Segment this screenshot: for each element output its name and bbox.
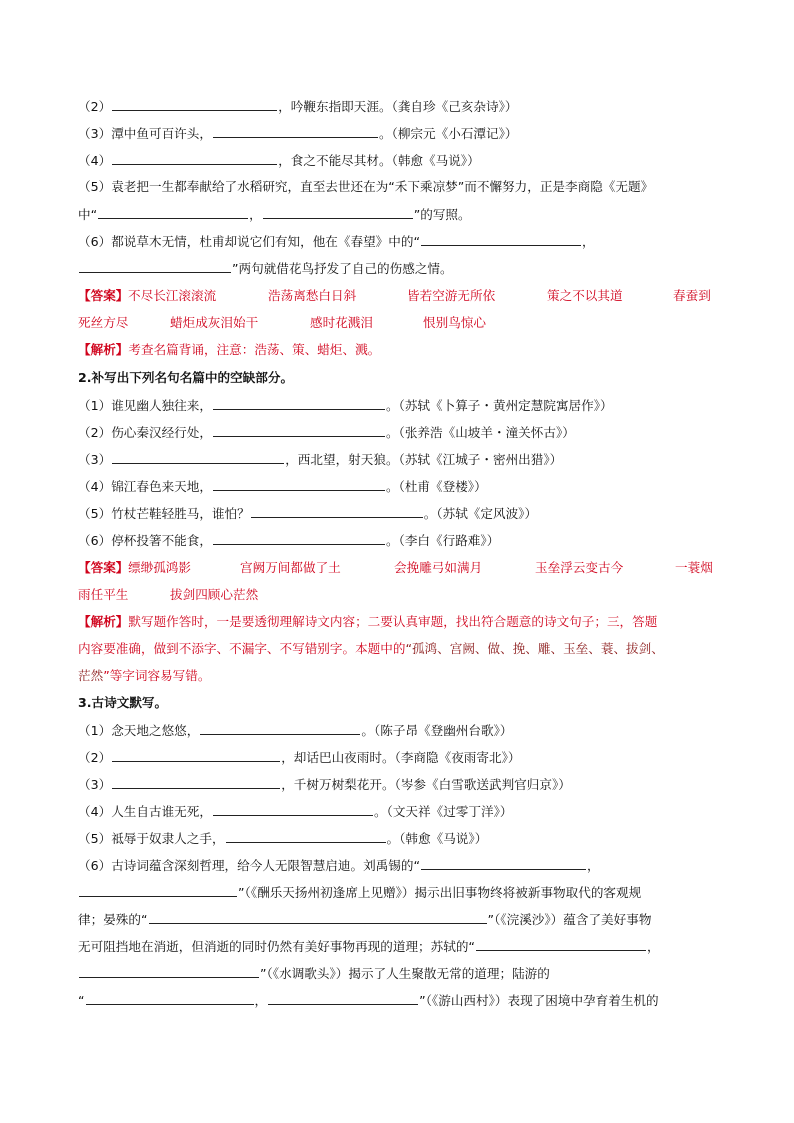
section-heading: 3.古诗文默写。 [78, 695, 168, 710]
answer-blank[interactable] [226, 830, 386, 843]
answer-blank[interactable] [200, 722, 360, 735]
answer-blank[interactable] [112, 98, 277, 111]
answer-item: 死丝方尽 [78, 315, 129, 330]
answer-blank[interactable] [112, 451, 284, 464]
question-line: （5）祗辱于奴隶人之手， 。（韩愈《马说》） [78, 831, 488, 846]
analysis-line: 【解析】考查名篇背诵，注意：浩荡、策、蜡炬、溅。 [78, 342, 381, 357]
question-line: “ ， ”（《游山西村》）表现了困境中孕育着生机的 [78, 993, 659, 1008]
answer-blank[interactable] [79, 884, 237, 897]
question-line: ”（《酬乐天扬州初逢席上见赠》）揭示出旧事物终将被新事物取代的客观规 [78, 884, 641, 901]
analysis-line: 茫然”等字词容易写错。 [78, 668, 211, 683]
answer-blank[interactable] [149, 911, 487, 924]
answer-item: 浩荡离愁白日斜 [268, 288, 357, 303]
question-line: （1）念天地之悠悠， 。（陈子昂《登幽州台歌》） [78, 723, 513, 738]
question-line: （5）竹杖芒鞋轻胜马，谁怕？ 。（苏轼《定风波》） [78, 506, 538, 521]
answer-blank[interactable] [112, 749, 280, 762]
answer-item: 宫阙万间都做了土 [240, 560, 341, 575]
question-line: （4）锦江春色来天地， 。（杜甫《登楼》） [78, 479, 487, 494]
question-line: 中“ ， ”的写照。 [78, 207, 471, 222]
question-line: （2） ，吟鞭东指即天涯。（龚自珍《己亥杂诗》） [78, 99, 518, 114]
question-line: （1）谁见幽人独往来， 。（苏轼《卜算子・黄州定慧院寓居作》） [78, 398, 613, 413]
question-line: （6）停杯投箸不能食， 。（李白《行路难》） [78, 533, 500, 548]
answer-blank[interactable] [251, 505, 423, 518]
answer-blank[interactable] [421, 233, 581, 246]
question-line: ”两句就借花鸟抒发了自己的伤感之情。 [78, 260, 453, 277]
question-line: 无可阻挡地在消逝，但消逝的同时仍然有美好事物再现的道理；苏轼的“ ， [78, 939, 660, 954]
answer-item: 玉垒浮云变古今 [535, 560, 624, 575]
question-line: （4）人生自古谁无死， 。（文天祥《过零丁洋》） [78, 804, 513, 819]
answer-blank[interactable] [112, 152, 277, 165]
analysis-label: 【解析】 [78, 342, 129, 357]
answer-item: 蜡炬成灰泪始干 [170, 315, 259, 330]
question-line: （3）潭中鱼可百许头， 。（柳宗元《小石潭记》） [78, 126, 518, 141]
answer-blank[interactable] [421, 857, 586, 870]
section-heading: 2.补写出下列名句名篇中的空缺部分。 [78, 370, 294, 385]
answer-blank[interactable] [213, 803, 373, 816]
answer-item: 不尽长江滚滚流 [128, 288, 217, 303]
answer-item: 春蚕到 [673, 288, 711, 303]
answer-blank[interactable] [112, 776, 280, 789]
answer-item: 会挽雕弓如满月 [394, 560, 483, 575]
analysis-line: 【解析】默写题作答时，一是要透彻理解诗文内容；二要认真审题，找出符合题意的诗文句子；三，答题 [78, 614, 658, 629]
question-line: （3） ，西北望，射天狼。（苏轼《江城子・密州出猎》） [78, 452, 563, 467]
answer-blank[interactable] [476, 938, 646, 951]
answer-line [78, 288, 128, 304]
question-line: （3） ，千树万树梨花开。（岑参《白雪歌送武判官归京》） [78, 777, 571, 792]
question-line: ”（《水调歌头》）揭示了人生聚散无常的道理；陆游的 [78, 965, 550, 982]
answer-item: 皆若空游无所依 [407, 288, 496, 303]
answer-blank[interactable] [213, 125, 378, 138]
answer-blank[interactable] [213, 478, 385, 491]
question-line: （2）伤心秦汉经行处， 。（张养浩《山坡羊・潼关怀古》） [78, 425, 575, 440]
answer-item: 感时花溅泪 [310, 315, 373, 330]
answer-blank[interactable] [79, 965, 259, 978]
answer-item: 缥缈孤鸿影 [128, 560, 191, 575]
answer-blank[interactable] [263, 206, 413, 219]
answer-blank[interactable] [213, 532, 385, 545]
answer-blank[interactable] [213, 397, 385, 410]
answer-line [78, 560, 128, 576]
question-line: （2） ，却话巴山夜雨时。（李商隐《夜雨寄北》） [78, 750, 521, 765]
question-line: （5）袁老把一生都奉献给了水稻研究，直至去世还在为“禾下乘凉梦”而不懈努力，正是李商隐《无题》 [78, 179, 654, 194]
answer-blank[interactable] [98, 206, 248, 219]
question-line: （6）古诗词蕴含深刻哲理，给今人无限智慧启迪。刘禹锡的“ ， [78, 858, 600, 873]
answer-blank[interactable] [86, 992, 254, 1005]
analysis-line: 内容要准确，做到不添字、不漏字、不写错别字。本题中的“孤鸿、宫阙、做、挽、雕、玉垒、蓑、拔剑、 [78, 641, 664, 656]
answer-label: 【答案】 [78, 560, 129, 575]
question-line: （6）都说草木无情，杜甫却说它们有知，他在《春望》中的“ ， [78, 234, 595, 249]
question-line: （4） ，食之不能尽其材。（韩愈《马说》） [78, 153, 480, 168]
answer-blank[interactable] [213, 424, 385, 437]
answer-blank[interactable] [268, 992, 418, 1005]
question-line: 律；晏殊的“ ”（《浣溪沙》）蕴含了美好事物 [78, 912, 652, 927]
answer-item: 策之不以其道 [547, 288, 623, 303]
answer-item: 雨任平生 [78, 587, 129, 602]
answer-item: 一蓑烟 [675, 560, 713, 575]
analysis-label: 【解析】 [78, 614, 129, 629]
answer-item: 恨别鸟惊心 [423, 315, 486, 330]
answer-blank[interactable] [79, 260, 231, 273]
answer-item: 拔剑四顾心茫然 [170, 587, 259, 602]
answer-label: 【答案】 [78, 288, 129, 303]
